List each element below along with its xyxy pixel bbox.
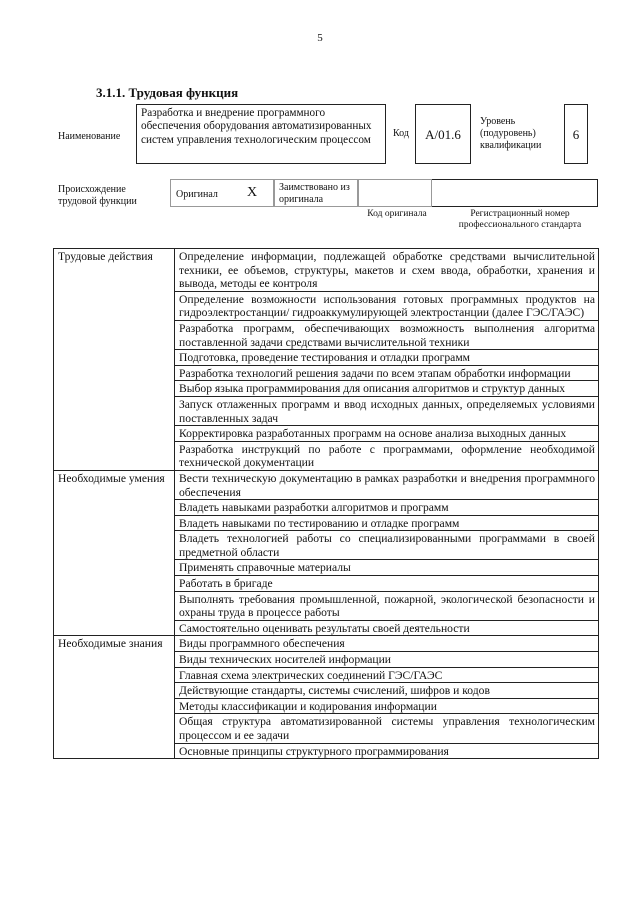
section-category: Трудовые действия xyxy=(54,249,175,471)
reg-number-caption: Регистрационный номер профессионального стандарта xyxy=(458,209,582,230)
name-label: Наименование xyxy=(58,131,121,142)
table-row xyxy=(54,470,599,499)
section-item: Определение возможности использования готовых программных продуктов на гидроэлектростанции/ гидроаккумулирующей электростанции (далее ГЭС/ГАЭС) xyxy=(175,291,599,320)
original-label: Оригинал xyxy=(176,189,218,200)
section-item: Подготовка, проведение тестирования и отладки программ xyxy=(175,350,599,366)
section-item: Разработка технологий решения задачи по всем этапам обработки информации xyxy=(175,365,599,381)
section-item: Методы классификации и кодирования информации xyxy=(175,698,599,714)
borrowed-label: Заимствовано из оригинала xyxy=(279,182,350,205)
origin-label: Происхождение трудовой функции xyxy=(58,184,137,207)
original-mark: X xyxy=(247,185,258,200)
level-value: 6 xyxy=(572,127,580,142)
section-item: Владеть навыками разработки алгоритмов и программ xyxy=(175,500,599,516)
section-item: Разработка инструкций по работе с программами, оформление необходимой технической документации xyxy=(175,441,599,470)
section-item: Запуск отлаженных программ и ввод исходных данных, определяемых условиями поставленных задач xyxy=(175,396,599,425)
code-value: A/01.6 xyxy=(425,127,461,142)
section-item: Корректировка разработанных программ на основе анализа выходных данных xyxy=(175,426,599,442)
section-item: Общая структура автоматизированной системы управления технологическим процессом и ее задачи xyxy=(175,714,599,743)
section-item: Самостоятельно оценивать результаты своей деятельности xyxy=(175,620,599,636)
section-item: Применять справочные материалы xyxy=(175,560,599,576)
code-label: Код xyxy=(393,128,409,139)
section-item: Выполнять требования промышленной, пожарной, экологической безопасности и охраны труда в процессе работы xyxy=(175,591,599,620)
section-item: Виды технических носителей информации xyxy=(175,652,599,668)
section-item: Владеть навыками по тестированию и отладке программ xyxy=(175,515,599,531)
section-item: Владеть технологией работы со специализированными программами в своей предметной области xyxy=(175,531,599,560)
section-item: Основные принципы структурного программирования xyxy=(175,743,599,759)
section-category: Необходимые знания xyxy=(54,636,175,759)
page-number: 5 xyxy=(317,32,323,44)
section-item: Выбор языка программирования для описания алгоритмов и структур данных xyxy=(175,381,599,397)
code-value-box xyxy=(415,104,471,164)
section-item: Работать в бригаде xyxy=(175,576,599,592)
functions-table xyxy=(53,248,599,759)
table-row xyxy=(54,249,599,292)
table-row xyxy=(54,636,599,652)
section-item: Разработка программ, обеспечивающих возможность выполнения алгоритма поставленной задачи средствами вычислительной техники xyxy=(175,320,599,349)
section-item: Вести техническую документацию в рамках разработки и внедрения программного обеспечения xyxy=(175,470,599,499)
level-value-box xyxy=(564,104,588,164)
name-value-box xyxy=(136,104,386,164)
level-label: Уровень (подуровень) квалификации xyxy=(480,116,542,151)
section-category: Необходимые умения xyxy=(54,470,175,636)
section-item: Действующие стандарты, системы счислений, шифров и кодов xyxy=(175,683,599,699)
code-original-cell xyxy=(358,179,432,207)
section-item: Виды программного обеспечения xyxy=(175,636,599,652)
name-value: Разработка и внедрение программного обеспечения оборудования автоматизированных систем управления технологическим процессом xyxy=(141,107,372,146)
section-item: Главная схема электрических соединений ГЭС/ГАЭС xyxy=(175,667,599,683)
section-title: 3.1.1. Трудовая функция xyxy=(96,85,239,100)
code-original-caption: Код оригинала xyxy=(367,209,427,219)
section-item: Определение информации, подлежащей обработке средствами вычислительной техники, ее объемов, структуры, макетов и схем ввода, обработки, хранения и вывода, методы ее контроля xyxy=(175,249,599,292)
